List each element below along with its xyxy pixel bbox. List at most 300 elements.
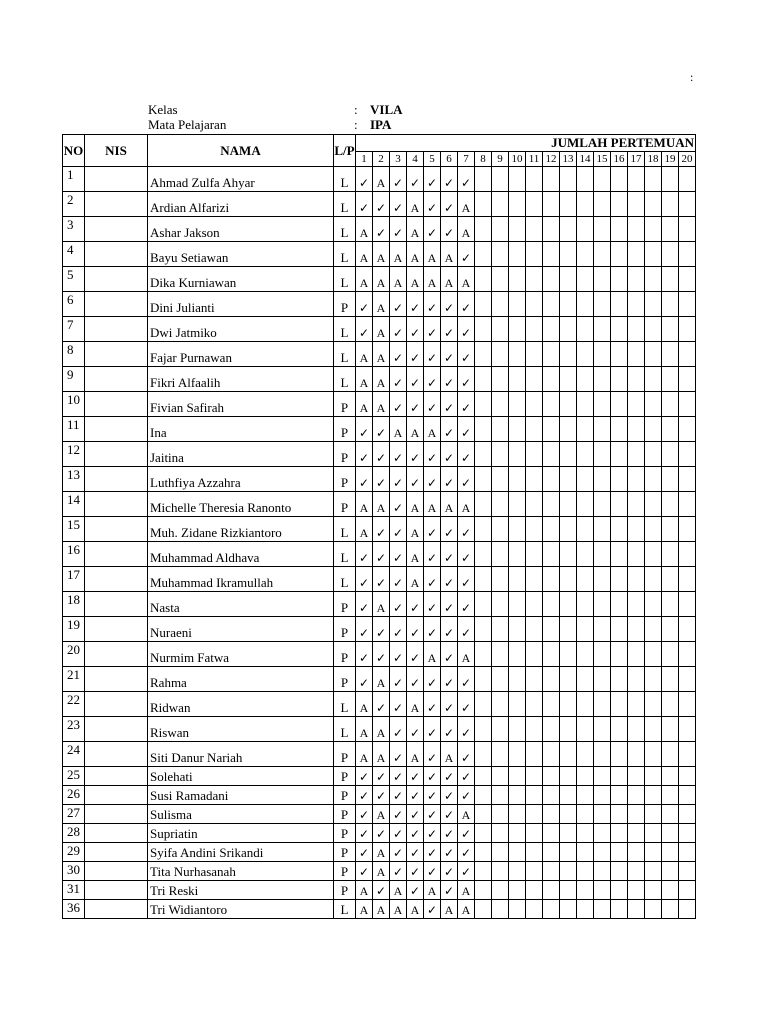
cell-no: 16 xyxy=(63,542,85,567)
attendance-mark: ✓ xyxy=(441,767,458,786)
attendance-empty xyxy=(475,542,492,567)
cell-name: Ina xyxy=(148,417,334,442)
attendance-empty xyxy=(475,843,492,862)
attendance-mark: A xyxy=(373,592,390,617)
cell-name: Rahma xyxy=(148,667,334,692)
meeting-number-2: 2 xyxy=(373,152,390,167)
attendance-mark: ✓ xyxy=(424,786,441,805)
attendance-mark: ✓ xyxy=(441,192,458,217)
attendance-mark: ✓ xyxy=(458,467,475,492)
cell-no: 26 xyxy=(63,786,85,805)
cell-no: 5 xyxy=(63,267,85,292)
attendance-empty xyxy=(526,900,543,919)
attendance-mark: ✓ xyxy=(424,567,441,592)
attendance-empty xyxy=(594,467,611,492)
attendance-empty xyxy=(594,167,611,192)
cell-nis xyxy=(85,862,148,881)
attendance-empty xyxy=(543,342,560,367)
header-nama: NAMA xyxy=(148,135,334,167)
attendance-empty xyxy=(611,217,628,242)
attendance-empty xyxy=(611,742,628,767)
meeting-number-9: 9 xyxy=(492,152,509,167)
attendance-mark: ✓ xyxy=(441,417,458,442)
table-row xyxy=(63,367,696,392)
attendance-empty xyxy=(645,292,662,317)
attendance-empty xyxy=(594,367,611,392)
attendance-mark: ✓ xyxy=(424,742,441,767)
attendance-mark: ✓ xyxy=(390,517,407,542)
attendance-mark: ✓ xyxy=(390,843,407,862)
attendance-empty xyxy=(509,292,526,317)
attendance-mark: ✓ xyxy=(458,342,475,367)
attendance-mark: ✓ xyxy=(356,767,373,786)
cell-name: Susi Ramadani xyxy=(148,786,334,805)
cell-name: Syifa Andini Srikandi xyxy=(148,843,334,862)
attendance-empty xyxy=(611,642,628,667)
meeting-number-11: 11 xyxy=(526,152,543,167)
attendance-empty xyxy=(577,167,594,192)
cell-no: 14 xyxy=(63,492,85,517)
attendance-mark: ✓ xyxy=(441,367,458,392)
attendance-empty xyxy=(679,742,696,767)
table-row xyxy=(63,492,696,517)
cell-lp: P xyxy=(334,442,356,467)
attendance-empty xyxy=(645,900,662,919)
attendance-empty xyxy=(645,417,662,442)
attendance-empty xyxy=(509,242,526,267)
attendance-empty xyxy=(628,467,645,492)
attendance-empty xyxy=(679,567,696,592)
attendance-empty xyxy=(475,692,492,717)
attendance-empty xyxy=(662,492,679,517)
cell-nis xyxy=(85,342,148,367)
attendance-mark: ✓ xyxy=(441,786,458,805)
attendance-empty xyxy=(628,292,645,317)
attendance-empty xyxy=(475,667,492,692)
attendance-mark: A xyxy=(390,242,407,267)
table-row xyxy=(63,542,696,567)
attendance-empty xyxy=(645,862,662,881)
cell-nis xyxy=(85,317,148,342)
attendance-empty xyxy=(526,881,543,900)
attendance-empty xyxy=(662,342,679,367)
attendance-mark: ✓ xyxy=(407,843,424,862)
cell-name: Sulisma xyxy=(148,805,334,824)
attendance-empty xyxy=(509,417,526,442)
attendance-empty xyxy=(628,417,645,442)
attendance-mark: ✓ xyxy=(458,824,475,843)
attendance-empty xyxy=(509,217,526,242)
attendance-empty xyxy=(594,217,611,242)
attendance-mark: ✓ xyxy=(390,567,407,592)
attendance-empty xyxy=(475,786,492,805)
cell-nis xyxy=(85,824,148,843)
attendance-mark: A xyxy=(356,367,373,392)
attendance-empty xyxy=(492,742,509,767)
attendance-empty xyxy=(662,467,679,492)
attendance-mark: ✓ xyxy=(424,167,441,192)
attendance-mark: A xyxy=(407,242,424,267)
cell-name: Tri Reski xyxy=(148,881,334,900)
attendance-empty xyxy=(679,824,696,843)
attendance-empty xyxy=(509,267,526,292)
attendance-empty xyxy=(560,417,577,442)
attendance-mark: A xyxy=(373,717,390,742)
attendance-empty xyxy=(560,592,577,617)
attendance-empty xyxy=(645,824,662,843)
attendance-empty xyxy=(509,742,526,767)
attendance-empty xyxy=(509,786,526,805)
attendance-empty xyxy=(577,417,594,442)
cell-lp: P xyxy=(334,786,356,805)
attendance-empty xyxy=(628,786,645,805)
attendance-mark: A xyxy=(424,242,441,267)
table-row xyxy=(63,592,696,617)
attendance-empty xyxy=(475,392,492,417)
attendance-mark: ✓ xyxy=(373,692,390,717)
attendance-mark: A xyxy=(424,417,441,442)
attendance-empty xyxy=(679,267,696,292)
attendance-mark: A xyxy=(458,881,475,900)
attendance-mark: A xyxy=(424,881,441,900)
attendance-empty xyxy=(492,442,509,467)
attendance-empty xyxy=(628,542,645,567)
attendance-empty xyxy=(475,742,492,767)
attendance-empty xyxy=(560,192,577,217)
attendance-empty xyxy=(492,192,509,217)
attendance-empty xyxy=(475,267,492,292)
cell-nis xyxy=(85,242,148,267)
attendance-mark: A xyxy=(458,805,475,824)
attendance-mark: ✓ xyxy=(441,217,458,242)
attendance-empty xyxy=(560,667,577,692)
cell-nis xyxy=(85,881,148,900)
attendance-mark: ✓ xyxy=(407,317,424,342)
cell-lp: P xyxy=(334,392,356,417)
cell-name: Jaitina xyxy=(148,442,334,467)
attendance-empty xyxy=(679,367,696,392)
attendance-mark: ✓ xyxy=(424,367,441,392)
cell-nis xyxy=(85,167,148,192)
cell-nis xyxy=(85,267,148,292)
attendance-empty xyxy=(679,900,696,919)
attendance-mark: A xyxy=(458,900,475,919)
attendance-mark: ✓ xyxy=(458,767,475,786)
attendance-empty xyxy=(509,592,526,617)
attendance-mark: ✓ xyxy=(373,192,390,217)
cell-no: 18 xyxy=(63,592,85,617)
cell-lp: P xyxy=(334,617,356,642)
attendance-mark: ✓ xyxy=(407,786,424,805)
attendance-empty xyxy=(526,317,543,342)
attendance-mark: ✓ xyxy=(424,717,441,742)
attendance-empty xyxy=(679,592,696,617)
attendance-mark: ✓ xyxy=(407,167,424,192)
cell-no: 24 xyxy=(63,742,85,767)
attendance-empty xyxy=(509,667,526,692)
attendance-empty xyxy=(679,192,696,217)
attendance-mark: A xyxy=(356,900,373,919)
attendance-mark: ✓ xyxy=(407,342,424,367)
attendance-empty xyxy=(679,317,696,342)
cell-no: 9 xyxy=(63,367,85,392)
attendance-empty xyxy=(628,767,645,786)
attendance-mark: ✓ xyxy=(390,167,407,192)
attendance-empty xyxy=(662,217,679,242)
cell-nis xyxy=(85,542,148,567)
attendance-empty xyxy=(560,367,577,392)
attendance-empty xyxy=(560,517,577,542)
cell-lp: P xyxy=(334,667,356,692)
table-row xyxy=(63,417,696,442)
attendance-empty xyxy=(611,342,628,367)
attendance-mark: A xyxy=(441,900,458,919)
attendance-empty xyxy=(560,717,577,742)
cell-no: 31 xyxy=(63,881,85,900)
attendance-mark: ✓ xyxy=(441,567,458,592)
attendance-empty xyxy=(475,367,492,392)
attendance-empty xyxy=(577,592,594,617)
attendance-empty xyxy=(611,517,628,542)
attendance-empty xyxy=(577,342,594,367)
meeting-number-14: 14 xyxy=(577,152,594,167)
attendance-empty xyxy=(526,805,543,824)
attendance-empty xyxy=(526,824,543,843)
attendance-empty xyxy=(492,617,509,642)
attendance-empty xyxy=(662,786,679,805)
meeting-number-1: 1 xyxy=(356,152,373,167)
attendance-empty xyxy=(543,824,560,843)
attendance-empty xyxy=(475,642,492,667)
attendance-empty xyxy=(611,417,628,442)
attendance-empty xyxy=(526,417,543,442)
cell-no: 28 xyxy=(63,824,85,843)
attendance-empty xyxy=(577,267,594,292)
attendance-mark: A xyxy=(407,900,424,919)
attendance-mark: A xyxy=(356,392,373,417)
table-row xyxy=(63,617,696,642)
table-row xyxy=(63,567,696,592)
attendance-empty xyxy=(475,217,492,242)
attendance-empty xyxy=(645,567,662,592)
attendance-mark: ✓ xyxy=(390,292,407,317)
attendance-mark: ✓ xyxy=(458,717,475,742)
attendance-mark: ✓ xyxy=(458,242,475,267)
attendance-empty xyxy=(645,217,662,242)
attendance-empty xyxy=(560,267,577,292)
attendance-mark: A xyxy=(356,242,373,267)
cell-lp: P xyxy=(334,292,356,317)
attendance-empty xyxy=(662,367,679,392)
attendance-empty xyxy=(543,592,560,617)
attendance-empty xyxy=(577,392,594,417)
attendance-mark: ✓ xyxy=(373,881,390,900)
attendance-empty xyxy=(594,767,611,786)
attendance-empty xyxy=(679,642,696,667)
attendance-mark: ✓ xyxy=(424,767,441,786)
cell-nis xyxy=(85,567,148,592)
attendance-empty xyxy=(645,742,662,767)
attendance-empty xyxy=(475,467,492,492)
attendance-empty xyxy=(475,767,492,786)
attendance-empty xyxy=(492,717,509,742)
attendance-empty xyxy=(611,192,628,217)
header-meetings: JUMLAH PERTEMUAN xyxy=(356,135,696,152)
cell-lp: L xyxy=(334,217,356,242)
attendance-empty xyxy=(475,342,492,367)
attendance-mark: A xyxy=(390,417,407,442)
cell-nis xyxy=(85,742,148,767)
attendance-empty xyxy=(628,592,645,617)
attendance-empty xyxy=(543,492,560,517)
attendance-mark: ✓ xyxy=(424,192,441,217)
attendance-empty xyxy=(492,805,509,824)
attendance-empty xyxy=(509,692,526,717)
cell-no: 4 xyxy=(63,242,85,267)
cell-name: Tita Nurhasanah xyxy=(148,862,334,881)
attendance-mark: ✓ xyxy=(407,767,424,786)
attendance-empty xyxy=(611,881,628,900)
cell-name: Fikri Alfaalih xyxy=(148,367,334,392)
table-row xyxy=(63,292,696,317)
table-row xyxy=(63,392,696,417)
attendance-mark: ✓ xyxy=(441,862,458,881)
attendance-empty xyxy=(679,717,696,742)
attendance-mark: ✓ xyxy=(390,467,407,492)
attendance-empty xyxy=(628,392,645,417)
attendance-empty xyxy=(526,717,543,742)
attendance-empty xyxy=(628,517,645,542)
attendance-empty xyxy=(679,217,696,242)
attendance-empty xyxy=(662,192,679,217)
attendance-empty xyxy=(662,667,679,692)
attendance-empty xyxy=(645,642,662,667)
attendance-empty xyxy=(475,167,492,192)
attendance-empty xyxy=(645,805,662,824)
attendance-empty xyxy=(526,267,543,292)
meeting-number-7: 7 xyxy=(458,152,475,167)
attendance-empty xyxy=(577,692,594,717)
attendance-empty xyxy=(611,492,628,517)
attendance-empty xyxy=(611,786,628,805)
attendance-empty xyxy=(645,592,662,617)
attendance-mark: ✓ xyxy=(458,592,475,617)
attendance-mark: ✓ xyxy=(356,192,373,217)
attendance-empty xyxy=(679,805,696,824)
cell-nis xyxy=(85,843,148,862)
table-row xyxy=(63,317,696,342)
table-row xyxy=(63,767,696,786)
attendance-empty xyxy=(594,824,611,843)
attendance-mark: ✓ xyxy=(407,862,424,881)
attendance-empty xyxy=(662,642,679,667)
cell-nis xyxy=(85,417,148,442)
attendance-empty xyxy=(679,167,696,192)
attendance-empty xyxy=(645,492,662,517)
cell-name: Fajar Purnawan xyxy=(148,342,334,367)
attendance-empty xyxy=(560,342,577,367)
attendance-empty xyxy=(577,805,594,824)
attendance-empty xyxy=(543,467,560,492)
cell-lp: L xyxy=(334,167,356,192)
table-row xyxy=(63,342,696,367)
cell-nis xyxy=(85,692,148,717)
attendance-mark: ✓ xyxy=(441,592,458,617)
attendance-empty xyxy=(560,862,577,881)
meeting-number-18: 18 xyxy=(645,152,662,167)
attendance-empty xyxy=(611,862,628,881)
attendance-mark: ✓ xyxy=(407,367,424,392)
attendance-empty xyxy=(492,592,509,617)
cell-no: 36 xyxy=(63,900,85,919)
attendance-empty xyxy=(509,317,526,342)
attendance-empty xyxy=(645,467,662,492)
attendance-mark: ✓ xyxy=(407,824,424,843)
attendance-empty xyxy=(577,824,594,843)
attendance-empty xyxy=(543,805,560,824)
attendance-mark: A xyxy=(373,367,390,392)
table-row xyxy=(63,843,696,862)
attendance-mark: A xyxy=(373,805,390,824)
attendance-empty xyxy=(628,267,645,292)
attendance-empty xyxy=(492,417,509,442)
attendance-empty xyxy=(543,900,560,919)
attendance-mark: A xyxy=(356,517,373,542)
attendance-mark: ✓ xyxy=(441,542,458,567)
attendance-empty xyxy=(594,542,611,567)
cell-nis xyxy=(85,217,148,242)
attendance-mark: ✓ xyxy=(424,392,441,417)
attendance-empty xyxy=(577,367,594,392)
attendance-empty xyxy=(526,442,543,467)
attendance-empty xyxy=(509,881,526,900)
attendance-mark: ✓ xyxy=(390,824,407,843)
attendance-mark: A xyxy=(373,900,390,919)
attendance-empty xyxy=(679,786,696,805)
attendance-empty xyxy=(560,881,577,900)
cell-lp: P xyxy=(334,492,356,517)
attendance-empty xyxy=(662,417,679,442)
attendance-mark: ✓ xyxy=(407,805,424,824)
attendance-empty xyxy=(662,542,679,567)
cell-no: 25 xyxy=(63,767,85,786)
attendance-empty xyxy=(679,442,696,467)
attendance-empty xyxy=(628,492,645,517)
attendance-mark: ✓ xyxy=(458,692,475,717)
cell-no: 6 xyxy=(63,292,85,317)
attendance-empty xyxy=(628,617,645,642)
cell-no: 13 xyxy=(63,467,85,492)
attendance-mark: A xyxy=(407,417,424,442)
meeting-number-15: 15 xyxy=(594,152,611,167)
attendance-mark: ✓ xyxy=(441,317,458,342)
attendance-empty xyxy=(662,805,679,824)
attendance-empty xyxy=(560,217,577,242)
attendance-empty xyxy=(577,881,594,900)
cell-name: Nasta xyxy=(148,592,334,617)
table-row xyxy=(63,667,696,692)
attendance-empty xyxy=(560,617,577,642)
table-row xyxy=(63,467,696,492)
table-row xyxy=(63,786,696,805)
attendance-empty xyxy=(628,442,645,467)
class-info-row-class xyxy=(148,102,403,117)
attendance-empty xyxy=(509,492,526,517)
attendance-empty xyxy=(577,900,594,919)
attendance-empty xyxy=(645,767,662,786)
attendance-empty xyxy=(628,900,645,919)
attendance-empty xyxy=(594,567,611,592)
